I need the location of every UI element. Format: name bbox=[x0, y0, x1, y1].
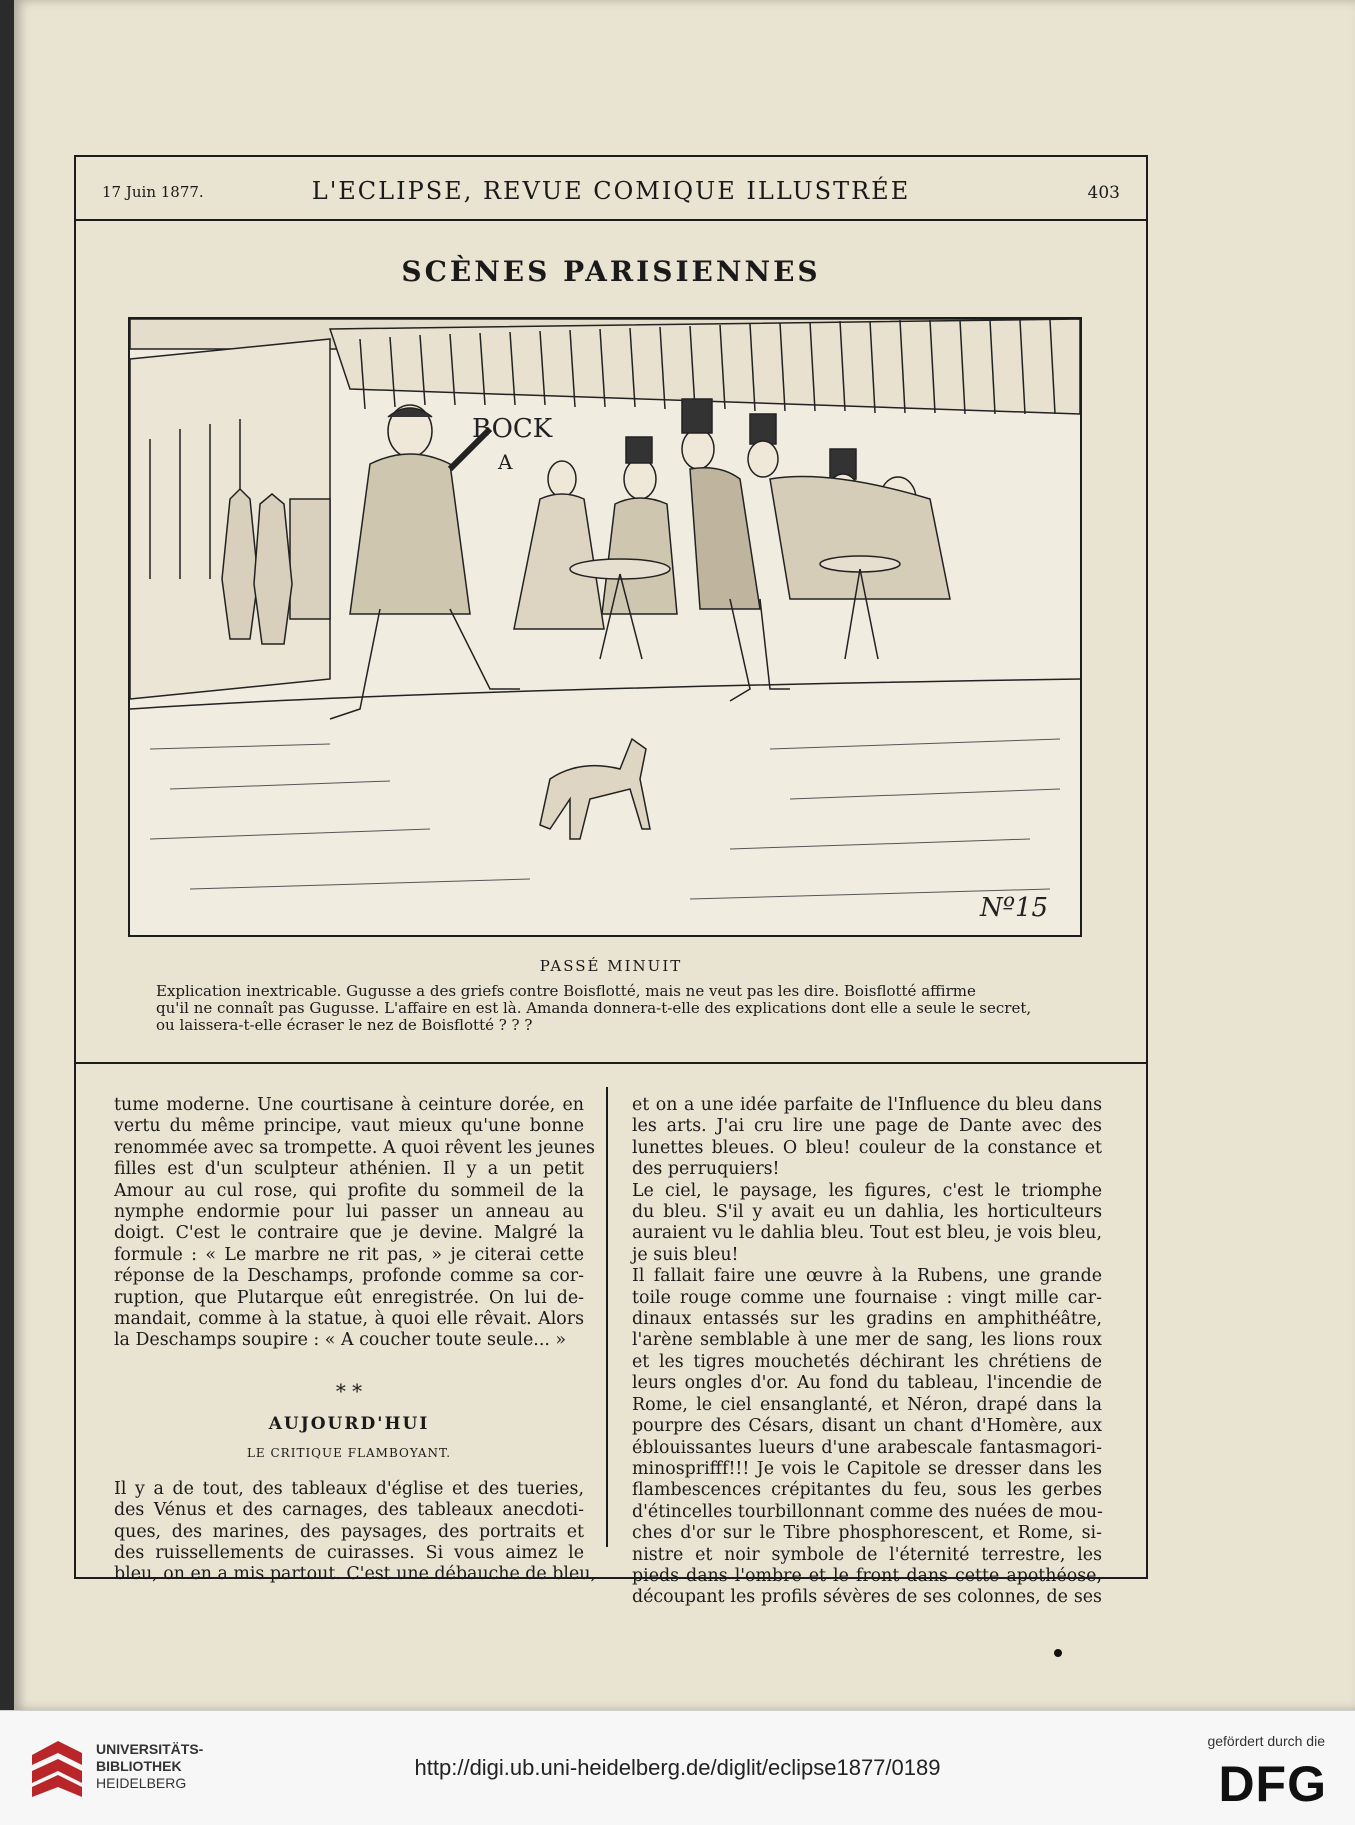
journal-title: L'ECLIPSE, REVUE COMIQUE ILLUSTRÉE bbox=[311, 177, 911, 205]
library-name-line: BIBLIOTHEK bbox=[96, 1758, 182, 1774]
bock-sign: BOCK bbox=[472, 414, 553, 444]
dog bbox=[540, 739, 650, 839]
text-line: les arts. J'ai cru lire une page de Dante avec des bbox=[632, 1116, 1102, 1137]
text-line: Amour au cul rose, qui profite du sommeil de la bbox=[114, 1180, 584, 1201]
text-line: doigt. C'est le contraire que je devine. Malgré la bbox=[114, 1223, 584, 1244]
ink-dot bbox=[1054, 1649, 1062, 1657]
text-line: Rome, le ciel ensanglanté, et Néron, drapé dans la bbox=[632, 1394, 1102, 1415]
article-subheading: LE CRITIQUE FLAMBOYANT. bbox=[246, 1446, 452, 1461]
digitization-footer bbox=[0, 1710, 1355, 1825]
article-heading: AUJOURD'HUI bbox=[268, 1413, 430, 1434]
text-line: minosprifff!!! Je vois le Capitole se dresser dans les bbox=[632, 1458, 1102, 1479]
text-line: toile rouge comme une fournaise : vingt mille car- bbox=[632, 1287, 1102, 1308]
caption-line: qu'il ne connaît pas Gugusse. L'affaire en est là. Amanda donnera-t-elle des explications dont elle a seule le secret, bbox=[156, 999, 1032, 1017]
text-line: pieds dans l'ombre et le front dans cette apothéose, bbox=[632, 1565, 1102, 1586]
text-line: nistre et noir symbole de l'éternité terrestre, les bbox=[632, 1544, 1102, 1565]
plate-number: Nº15 bbox=[980, 893, 1049, 923]
right-paragraph-3 bbox=[632, 1266, 1102, 1609]
right-column bbox=[632, 1095, 1102, 1609]
text-line: Il y a de tout, des tableaux d'église et des tueries, bbox=[114, 1478, 584, 1499]
running-header bbox=[76, 157, 1146, 221]
text-line: Il fallait faire une œuvre à la Rubens, une grande bbox=[632, 1266, 1102, 1287]
page-number: 403 bbox=[1087, 183, 1120, 203]
text-line: je suis bleu! bbox=[632, 1244, 739, 1265]
cartoon-illustration bbox=[128, 317, 1082, 937]
text-line: tume moderne. Une courtisane à ceinture dorée, en bbox=[114, 1095, 584, 1115]
text-line: et on a une idée parfaite de l'Influence du bleu dans bbox=[632, 1095, 1102, 1115]
text-line: découpant les profils sévères de ses colonnes, de ses bbox=[632, 1587, 1102, 1608]
caption-line: Explication inextricable. Gugusse a des griefs contre Boisflotté, mais ne veut pas les dire. Boisflotté affirme bbox=[156, 982, 976, 1000]
text-line: flambescences crépitantes du feu, sous les gerbes bbox=[632, 1480, 1102, 1501]
street-hatching bbox=[150, 739, 1060, 899]
section-stars: * * bbox=[335, 1378, 363, 1403]
text-line: Le ciel, le paysage, les figures, c'est le triomphe bbox=[632, 1180, 1102, 1201]
text-line: ques, des marines, des paysages, des portraits et bbox=[114, 1521, 584, 1542]
text-line: ches d'or sur le Tibre phosphorescent, et Rome, si- bbox=[632, 1523, 1102, 1544]
library-name-line: HEIDELBERG bbox=[96, 1775, 187, 1791]
left-paragraph-1 bbox=[114, 1095, 595, 1352]
column-divider bbox=[606, 1087, 608, 1547]
text-line: ruption, que Plutarque eût enregistrée. On lui de- bbox=[114, 1287, 584, 1308]
text-line: réponse de la Deschamps, profonde comme sa cor- bbox=[114, 1266, 584, 1287]
text-line: leurs ongles d'or. Au fond du tableau, l'incendie de bbox=[632, 1373, 1102, 1394]
cartoon-drawing bbox=[130, 319, 1080, 935]
text-line: des ruissellements de cuirasses. Si vous aimez le bbox=[114, 1542, 584, 1563]
bock-sign-sub: A bbox=[498, 450, 513, 474]
right-paragraph-2 bbox=[632, 1181, 1102, 1267]
text-line: des perruquiers! bbox=[632, 1159, 780, 1180]
plump-man-gugusse bbox=[330, 405, 520, 719]
text-line: bleu, on en a mis partout. C'est une débauche de bleu, bbox=[114, 1564, 596, 1585]
caption-text bbox=[156, 983, 1066, 1034]
page-frame bbox=[74, 155, 1148, 1608]
dfg-logo: DFG bbox=[1218, 1756, 1327, 1812]
text-line: auraient vu le dahlia bleu. Tout est bleu, je vois bleu, bbox=[632, 1223, 1102, 1244]
background-patrons bbox=[748, 414, 950, 659]
section-title: SCÈNES PARISIENNES bbox=[401, 255, 821, 288]
left-paragraph-2 bbox=[114, 1478, 596, 1586]
caption-title: PASSÉ MINUIT bbox=[539, 957, 683, 975]
funding-note: gefördert durch die bbox=[1207, 1733, 1325, 1749]
issue-date: 17 Juin 1877. bbox=[102, 183, 204, 201]
caption-line: ou laissera-t-elle écraser le nez de Boisflotté ? ? ? bbox=[156, 1016, 533, 1034]
text-line: nymphe endormie pour lui passer un anneau au bbox=[114, 1202, 584, 1223]
text-line: vertu du même principe, vaut mieux qu'une bonne bbox=[114, 1116, 584, 1137]
text-line: formule : « Le marbre ne rit pas, » je citerai cette bbox=[114, 1244, 584, 1265]
source-url-link[interactable]: http://digi.ub.uni-heidelberg.de/diglit/eclipse1877/0189 bbox=[414, 1755, 941, 1780]
text-line: et les tigres mouchetés déchirant les chrétiens de bbox=[632, 1351, 1102, 1372]
left-column bbox=[114, 1095, 596, 1586]
section-separator bbox=[76, 1062, 1146, 1064]
newspaper-page bbox=[14, 0, 1355, 1710]
text-line: filles est d'un sculpteur athénien. Il y a un petit bbox=[114, 1159, 584, 1180]
text-line: des Vénus et des carnages, des tableaux anecdoti- bbox=[114, 1500, 584, 1521]
library-name-line: UNIVERSITÄTS- bbox=[96, 1741, 204, 1757]
text-line: renommée avec sa trompette. A quoi rêvent les jeunes bbox=[114, 1137, 595, 1158]
text-line: la Deschamps soupire : « A coucher toute seule... » bbox=[114, 1330, 567, 1351]
text-line: mandait, comme à la statue, à quoi elle rêvait. Alors bbox=[114, 1309, 584, 1330]
seated-women-and-men bbox=[514, 437, 677, 659]
text-line: lunettes bleues. O bleu! couleur de la constance et bbox=[632, 1137, 1102, 1158]
text-line: pourpre des Césars, disant un chant d'Homère, aux bbox=[632, 1416, 1102, 1437]
text-line: d'étincelles tourbillonnant comme des nuées de mou- bbox=[632, 1501, 1103, 1522]
text-line: éblouissantes lueurs d'une arabescale fantasmagori- bbox=[632, 1437, 1102, 1458]
right-paragraph-1 bbox=[632, 1095, 1102, 1181]
text-line: dinaux entassés sur les gradins en amphithéâtre, bbox=[632, 1309, 1102, 1330]
text-line: du bleu. S'il y avait eu un dahlia, les horticulteurs bbox=[632, 1202, 1102, 1223]
text-line: l'arène semblable à une mer de sang, les lions roux bbox=[632, 1330, 1102, 1351]
